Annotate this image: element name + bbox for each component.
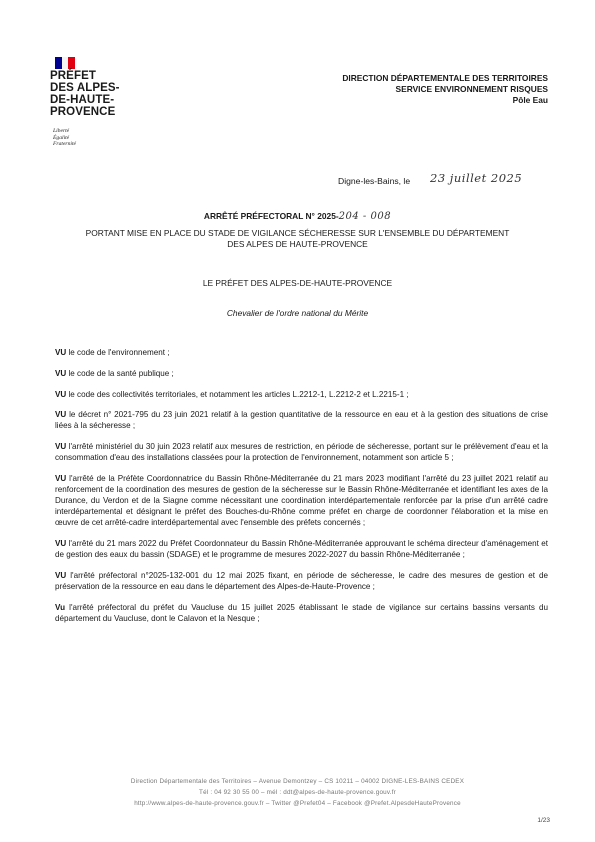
motto-line: Liberté bbox=[53, 128, 70, 134]
prefet-logo-text bbox=[50, 70, 120, 118]
direction-header bbox=[342, 73, 548, 106]
vu-lead: VU bbox=[55, 474, 67, 484]
vu-lead: VU bbox=[55, 571, 67, 581]
vu-lead: VU bbox=[55, 348, 67, 357]
considerant-text: l'arrêté préfectoral n°2025-132-001 du 12 mai 2025 fixant, en période de sécheresse, le cadre des mesures de gestion et de préservation de la ressource en eau dans le département des Alpes-de-Haute-Provence ; bbox=[55, 571, 548, 592]
logo-line: PROVENCE bbox=[50, 106, 116, 118]
arrete-prefix: ARRÊTÉ PRÉFECTORAL N° 2025- bbox=[203, 211, 339, 221]
subject-line: DES ALPES DE HAUTE-PROVENCE bbox=[227, 239, 368, 249]
page-number: 1/23 bbox=[537, 817, 550, 824]
considerant-paragraph bbox=[55, 389, 548, 400]
considerant-text: le décret n° 2021-795 du 23 juin 2021 relatif à la gestion quantitative de la ressource en eau et à la gestion des situations de crise liées à la sécheresse ; bbox=[55, 410, 548, 431]
logo-line: DE-HAUTE- bbox=[50, 94, 115, 106]
republic-motto bbox=[53, 128, 76, 148]
prefet-heading: LE PRÉFET DES ALPES-DE-HAUTE-PROVENCE bbox=[202, 278, 393, 288]
vu-lead: VU bbox=[55, 389, 67, 399]
arrete-subject bbox=[40, 228, 555, 250]
flag-white bbox=[62, 57, 69, 69]
vu-lead: VU bbox=[55, 368, 67, 378]
motto-line: Fraternité bbox=[53, 141, 76, 147]
vu-lead: VU bbox=[55, 442, 67, 452]
flag-red bbox=[68, 57, 75, 69]
logo-line: PRÉFET bbox=[50, 70, 96, 82]
handwritten-arrete-number: 204 - 008 bbox=[338, 211, 392, 222]
flag-blue bbox=[55, 57, 62, 69]
considerant-text: le code de la santé publique ; bbox=[66, 368, 174, 378]
footer-links: http://www.alpes-de-haute-provence.gouv.fr – Twitter @Prefet04 – Facebook @Prefet.AlpesdeHauteProvence bbox=[134, 800, 461, 807]
subject-line: PORTANT MISE EN PLACE DU STADE DE VIGILANCE SÉCHERESSE SUR L'ENSEMBLE DU DÉPARTEMENT bbox=[85, 228, 510, 238]
vu-lead: VU bbox=[55, 539, 67, 549]
pole-name: Pôle Eau bbox=[512, 95, 548, 105]
considerant-paragraph bbox=[55, 538, 548, 560]
considerant-paragraph bbox=[55, 570, 548, 592]
direction-name: DIRECTION DÉPARTEMENTALE DES TERRITOIRES bbox=[342, 73, 548, 83]
considerant-paragraph bbox=[55, 473, 548, 528]
considerant-text: le code de l'environnement ; bbox=[66, 348, 170, 357]
handwritten-date: 23 juillet 2025 bbox=[430, 171, 523, 185]
vu-lead: VU bbox=[55, 410, 67, 420]
page-footer bbox=[60, 776, 535, 809]
republique-flag-logo bbox=[55, 57, 75, 69]
vu-lead: Vu bbox=[55, 603, 66, 612]
logo-line: DES ALPES- bbox=[50, 82, 120, 94]
arrete-title bbox=[40, 211, 555, 222]
considerant-text: l'arrêté préfectoral du préfet du Vaucluse du 15 juillet 2025 établissant le stade de vigilance sur certains bassins versants du département du Vaucluse, dont le Calavon et la Nesque ; bbox=[55, 603, 548, 624]
service-name: SERVICE ENVIRONNEMENT RISQUES bbox=[395, 84, 548, 94]
considerant-text: l'arrêté de la Préfète Coordonnatrice du Bassin Rhône-Méditerranée du 21 mars 2023 modifiant l'arrêté du 23 juillet 2021 relatif au renforcement de la coordination des mesures de gestion de la sécheresse sur le Bassin Rhône-Méditerranée et identifiant les axes de la Durance, du Verdon et de la Siagne comme nécessitant une coordination interdépartementale renforcée par la prise d'un arrêté cadre interdépartemental et désignant le préfet des Bouches-du-Rhône comme préfet en charge de coordonner l'élaboration et la mise en œuvre de cet arrêté-cadre interdépartemental avec l'ensemble des préfets concernés ; bbox=[55, 474, 548, 528]
considerant-paragraph bbox=[55, 602, 548, 624]
considerant-text: le code des collectivités territoriales, et notamment les articles L.2212-1, L.2212-2 et L.2215-1 ; bbox=[66, 389, 409, 399]
considerant-paragraph bbox=[55, 441, 548, 463]
motto-line: Égalité bbox=[53, 134, 70, 141]
considerant-text: l'arrêté du 21 mars 2022 du Préfet Coordonnateur du Bassin Rhône-Méditerranée approuvant le schéma directeur d'aménagement et de gestion des eaux du bassin (SDAGE) et le programme de mesures 2022-2027 du bassin Rhône-Méditerranée ; bbox=[55, 539, 548, 560]
place-label: Digne-les-Bains, le bbox=[338, 176, 411, 186]
chevalier-line: Chevalier de l'ordre national du Mérite bbox=[226, 308, 369, 318]
footer-address: Direction Départementale des Territoires – Avenue Demontzey – CS 10211 – 04002 DIGNE-LES-BAINS CEDEX bbox=[130, 778, 465, 785]
considerants-list bbox=[55, 347, 548, 634]
considerant-paragraph bbox=[55, 409, 548, 431]
footer-contact: Tél : 04 92 30 55 00 – mél : ddt@alpes-de-haute-provence.gouv.fr bbox=[199, 789, 396, 796]
considerant-paragraph bbox=[55, 347, 548, 358]
considerant-text: l'arrêté ministériel du 30 juin 2023 relatif aux mesures de restriction, en période de sécheresse, portant sur le prélèvement d'eau et la consommation d'eau des installations classées pour la protection de l'environnement, notamment son article 5 ; bbox=[55, 442, 548, 463]
considerant-paragraph bbox=[55, 368, 548, 379]
